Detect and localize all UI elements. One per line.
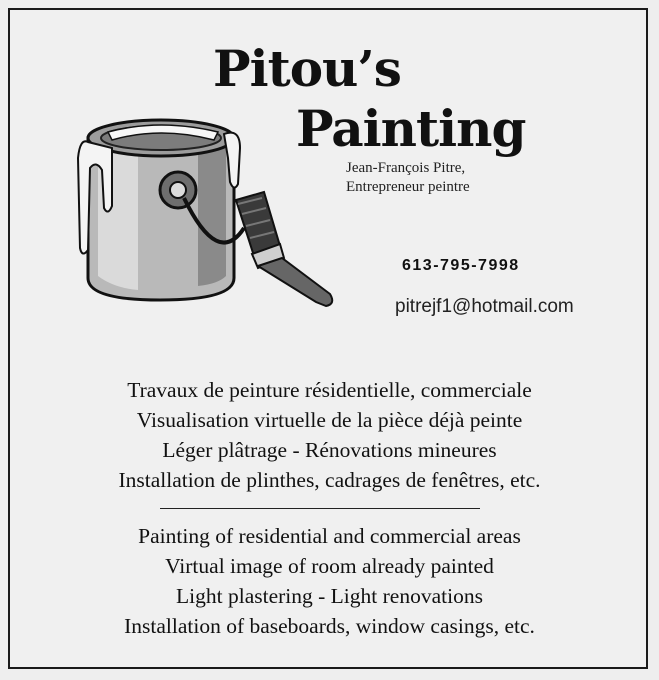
service-item: Installation de plinthes, cadrages de fenêtres, etc. — [118, 468, 541, 492]
service-item: Virtual image of room already painted — [165, 554, 494, 578]
paint-brush-icon — [236, 192, 332, 306]
service-item: Visualisation virtuelle de la pièce déjà peinte — [136, 408, 523, 432]
brand-title-line1: Pitou’s — [213, 39, 401, 98]
brand-title-line2: Painting — [296, 99, 526, 158]
phone-number: 613-795-7998 — [402, 257, 520, 274]
service-item: Installation of baseboards, window casings, etc. — [124, 614, 535, 638]
email-address: pitrejf1@hotmail.com — [395, 296, 574, 317]
service-item: Light plastering - Light renovations — [176, 584, 483, 608]
services-french — [0, 375, 659, 495]
services-english — [0, 521, 659, 641]
owner-role: Entrepreneur peintre — [346, 179, 470, 195]
service-item: Léger plâtrage - Rénovations mineures — [162, 438, 497, 462]
service-item: Painting of residential and commercial areas — [138, 524, 521, 548]
owner-name: Jean-François Pitre, — [346, 160, 466, 176]
owner-info — [346, 159, 470, 197]
service-item: Travaux de peinture résidentielle, commerciale — [127, 378, 532, 402]
paint-can-icon — [78, 120, 244, 300]
section-divider — [160, 508, 480, 509]
